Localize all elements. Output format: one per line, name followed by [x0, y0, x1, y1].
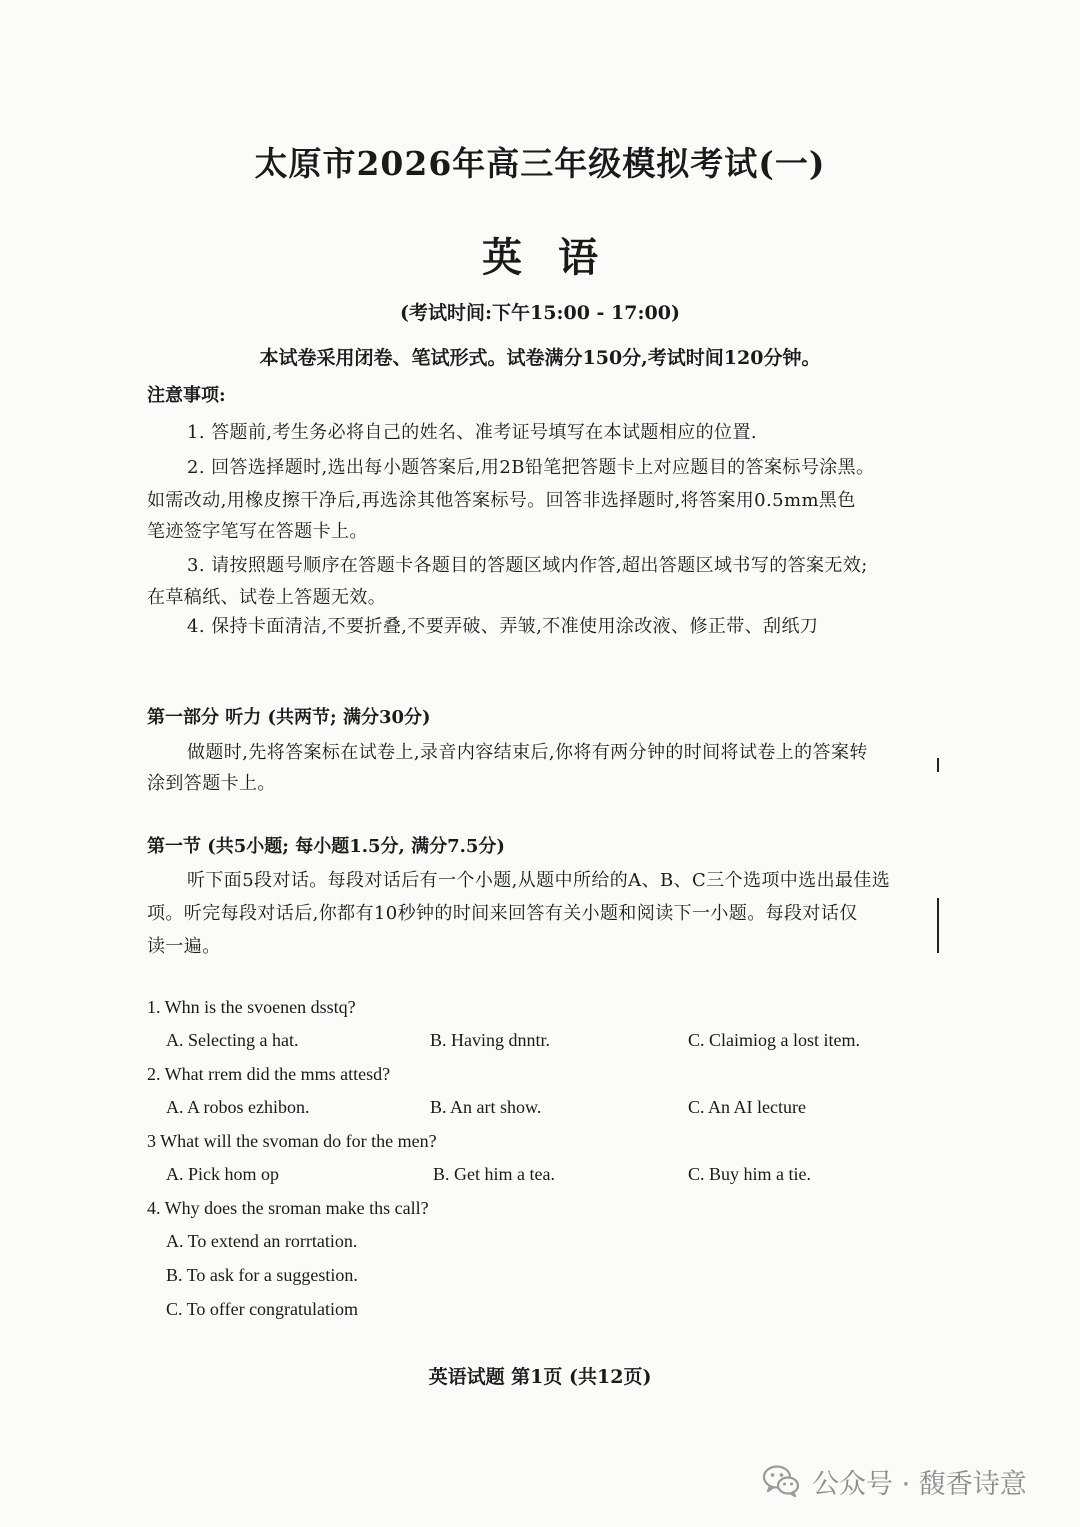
question-option: A. Selecting a hat.	[166, 1030, 299, 1050]
question-stem: 1. Whn is the svoenen dsstq?	[147, 997, 356, 1017]
part-one-intro: 做题时,先将答案标在试卷上,录音内容结束后,你将有两分钟的时间将试卷上的答案转	[187, 742, 868, 763]
notes-line: 笔迹签字笔写在答题卡上。	[147, 521, 368, 542]
question-stem: 4. Why does the sroman make ths call?	[147, 1198, 429, 1218]
question-option: B. Having dnntr.	[430, 1030, 550, 1050]
question-option: C. Buy him a tie.	[688, 1164, 811, 1184]
page-footer: 英语试题 第1页 (共12页)	[428, 1366, 652, 1388]
part-one-heading: 第一部分 听力 (共两节; 满分30分)	[147, 707, 431, 728]
wechat-account-watermark	[762, 1461, 1027, 1501]
section-one-intro: 项。听完每段对话后,你都有10秒钟的时间来回答有关小题和阅读下一小题。每段对话仅	[147, 903, 858, 924]
notes-line: 3. 请按照题号顺序在答题卡各题目的答题区域内作答,超出答题区域书写的答案无效;	[187, 555, 868, 576]
question-stem: 2. What rrem did the mms attesd?	[147, 1064, 391, 1084]
question-option: C. To offer congratulatiom	[166, 1299, 359, 1319]
notes-line: 4. 保持卡面清洁,不要折叠,不要弄破、弄皱,不准使用涂改液、修正带、刮纸刀	[187, 616, 819, 637]
section-one-intro: 读一遍。	[147, 936, 221, 957]
question-option: C. Claimiog a lost item.	[688, 1030, 860, 1050]
question-option: B. Get him a tea.	[433, 1164, 555, 1184]
scan-mark	[937, 898, 939, 953]
wechat-account-label: 公众号 · 馥香诗意	[812, 1468, 1027, 1500]
section-one-heading: 第一节 (共5小题; 每小题1.5分, 满分7.5分)	[147, 836, 505, 857]
notes-line: 如需改动,用橡皮擦干净后,再选涂其他答案标号。回答非选择题时,将答案用0.5mm黑色	[147, 490, 856, 511]
question-option: A. A robos ezhibon.	[166, 1097, 310, 1117]
question-option: C. An AI lecture	[688, 1097, 806, 1117]
notes-line: 2. 回答选择题时,选出每小题答案后,用2B铅笔把答题卡上对应题目的答案标号涂黑。	[187, 457, 875, 478]
question-option: B. An art show.	[430, 1097, 542, 1117]
exam-time: (考试时间:下午15:00 - 17:00)	[400, 302, 680, 324]
scan-mark	[937, 758, 939, 772]
exam-title: 太原市2026年高三年级模拟考试(一)	[254, 144, 826, 183]
question-option: B. To ask for a suggestion.	[166, 1265, 358, 1285]
exam-format: 本试卷采用闭卷、笔试形式。试卷满分150分,考试时间120分钟。	[259, 347, 821, 369]
subject-title: 英语	[482, 234, 634, 281]
question-option: A. Pick hom op	[166, 1164, 280, 1184]
part-one-intro: 涂到答题卡上。	[147, 773, 276, 794]
notes-line: 1. 答题前,考生务必将自己的姓名、准考证号填写在本试题相应的位置.	[187, 422, 757, 443]
notes-line: 在草稿纸、试卷上答题无效。	[147, 587, 387, 608]
notes-heading: 注意事项:	[147, 385, 226, 406]
question-stem: 3 What will the svoman do for the men?	[147, 1131, 437, 1151]
question-option: A. To extend an rorrtation.	[166, 1231, 358, 1251]
section-one-intro: 听下面5段对话。每段对话后有一个小题,从题中所给的A、B、C三个选项中选出最佳选	[187, 870, 891, 891]
wechat-icon	[762, 1462, 800, 1500]
